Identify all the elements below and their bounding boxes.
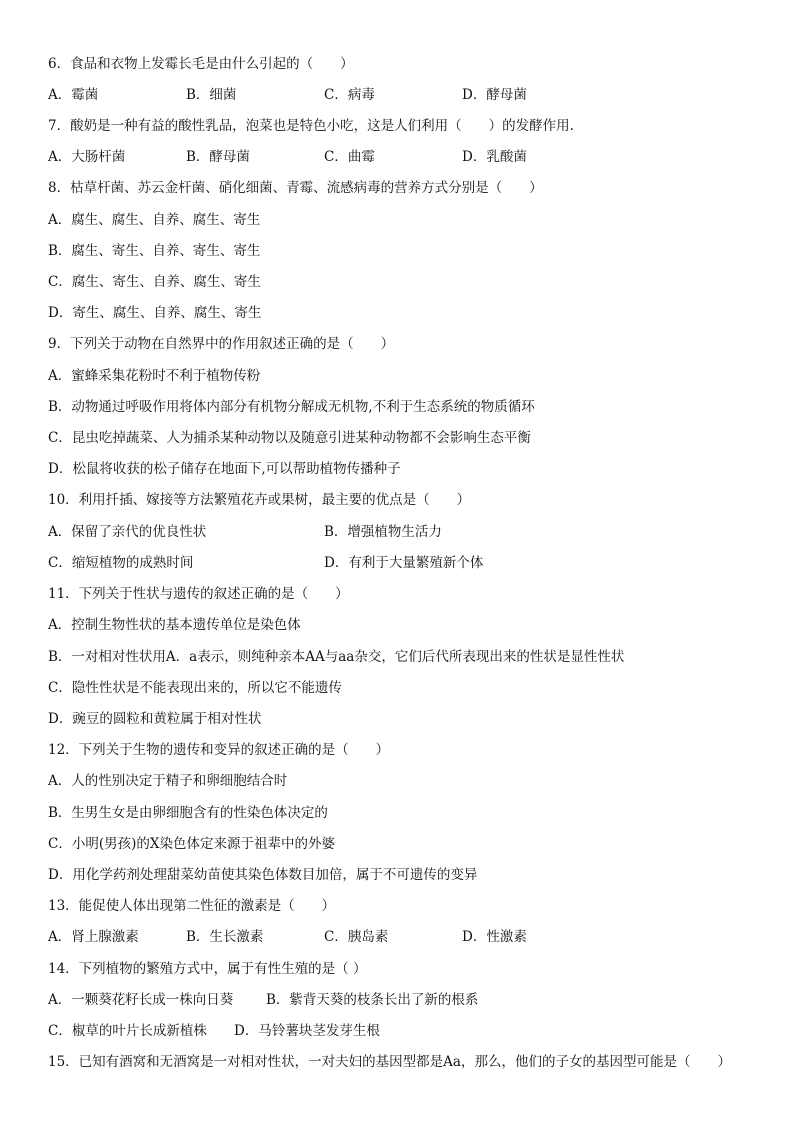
q8-option-d: D．寄生、腐生、自养、腐生、寄生 <box>48 305 262 321</box>
q10-option-a: A．保留了亲代的优良性状 <box>48 524 207 540</box>
q14-option-c: C．椒草的叶片长成新植株 <box>48 1023 207 1039</box>
q8-option-a: A．腐生、腐生、自养、腐生、寄生 <box>48 212 261 228</box>
q11-option-b: B．一对相对性状用A．a表示，则纯种亲本AA与aa杂交，它们后代所表现出来的性状是显性性状 <box>48 649 625 665</box>
question-11-stem: 11．下列关于性状与遗传的叙述正确的是（ ） <box>48 586 349 602</box>
q12-option-c: C．小明(男孩)的X染色体定来源于祖辈中的外婆 <box>48 836 335 852</box>
q13-option-d: D．性激素 <box>462 929 527 945</box>
q12-option-d: D．用化学药剂处理甜菜幼苗使其染色体数目加倍，属于不可遗传的变异 <box>48 867 478 883</box>
q7-option-d: D．乳酸菌 <box>462 149 527 165</box>
q10-option-c: C．缩短植物的成熟时间 <box>48 555 194 571</box>
q13-option-b: B．生长激素 <box>186 929 264 945</box>
q11-option-a: A．控制生物性状的基本遗传单位是染色体 <box>48 617 301 633</box>
question-12-stem: 12．下列关于生物的遗传和变异的叙述正确的是（ ） <box>48 742 390 758</box>
q9-option-d: D．松鼠将收获的松子储存在地面下,可以帮助植物传播种子 <box>48 461 401 477</box>
q11-option-c: C．隐性性状是不能表现出来的，所以它不能遗传 <box>48 680 342 696</box>
q13-option-a: A．肾上腺激素 <box>48 929 139 945</box>
q7-option-c: C．曲霉 <box>324 149 375 165</box>
q12-option-b: B．生男生女是由卵细胞含有的性染色体决定的 <box>48 805 328 821</box>
q6-option-a: A．霉菌 <box>48 87 99 103</box>
question-10-stem: 10．利用扦插、嫁接等方法繁殖花卉或果树，最主要的优点是（ ） <box>48 492 471 508</box>
question-7-stem: 7．酸奶是一种有益的酸性乳品，泡菜也是特色小吃，这是人们利用（ ）的发酵作用. <box>48 118 574 134</box>
question-13-stem: 13．能促使人体出现第二性征的激素是（ ） <box>48 898 336 914</box>
q8-option-b: B．腐生、寄生、自养、寄生、寄生 <box>48 243 261 259</box>
question-15-stem: 15．已知有酒窝和无酒窝是一对相对性状，一对夫妇的基因型都是Aa，那么，他们的子女的基因型可能是（ ） <box>48 1054 731 1070</box>
question-9-stem: 9．下列关于动物在自然界中的作用叙述正确的是（ ） <box>48 336 395 352</box>
q12-option-a: A．人的性别决定于精子和卵细胞结合时 <box>48 773 288 789</box>
q7-option-b: B．酵母菌 <box>186 149 250 165</box>
q9-option-b: B．动物通过呼吸作用将体内部分有机物分解成无机物,不利于生态系统的物质循环 <box>48 399 535 415</box>
q7-option-a: A．大肠杆菌 <box>48 149 126 165</box>
q6-option-c: C．病毒 <box>324 87 375 103</box>
q10-option-d: D．有利于大量繁殖新个体 <box>324 555 484 571</box>
q14-option-d: D．马铃薯块茎发芽生根 <box>234 1023 380 1039</box>
question-14-stem: 14．下列植物的繁殖方式中，属于有性生殖的是（ ） <box>48 961 367 977</box>
q10-option-b: B．增强植物生活力 <box>324 524 442 540</box>
q13-option-c: C．胰岛素 <box>324 929 389 945</box>
question-8-stem: 8．枯草杆菌、苏云金杆菌、硝化细菌、青霉、流感病毒的营养方式分别是（ ） <box>48 180 543 196</box>
q9-option-a: A．蜜蜂采集花粉时不利于植物传粉 <box>48 368 261 384</box>
question-6-stem: 6．食品和衣物上发霉长毛是由什么引起的（ ） <box>48 56 354 72</box>
q6-option-d: D．酵母菌 <box>462 87 527 103</box>
q11-option-d: D．豌豆的圆粒和黄粒属于相对性状 <box>48 711 262 727</box>
q14-option-b: B．紫背天葵的枝条长出了新的根系 <box>266 992 479 1008</box>
q6-option-b: B．细菌 <box>186 87 237 103</box>
q9-option-c: C．昆虫吃掉蔬菜、人为捕杀某种动物以及随意引进某种动物都不会影响生态平衡 <box>48 430 531 446</box>
q14-option-a: A．一颗葵花籽长成一株向日葵 <box>48 992 234 1008</box>
q8-option-c: C．腐生、寄生、自养、腐生、寄生 <box>48 274 261 290</box>
